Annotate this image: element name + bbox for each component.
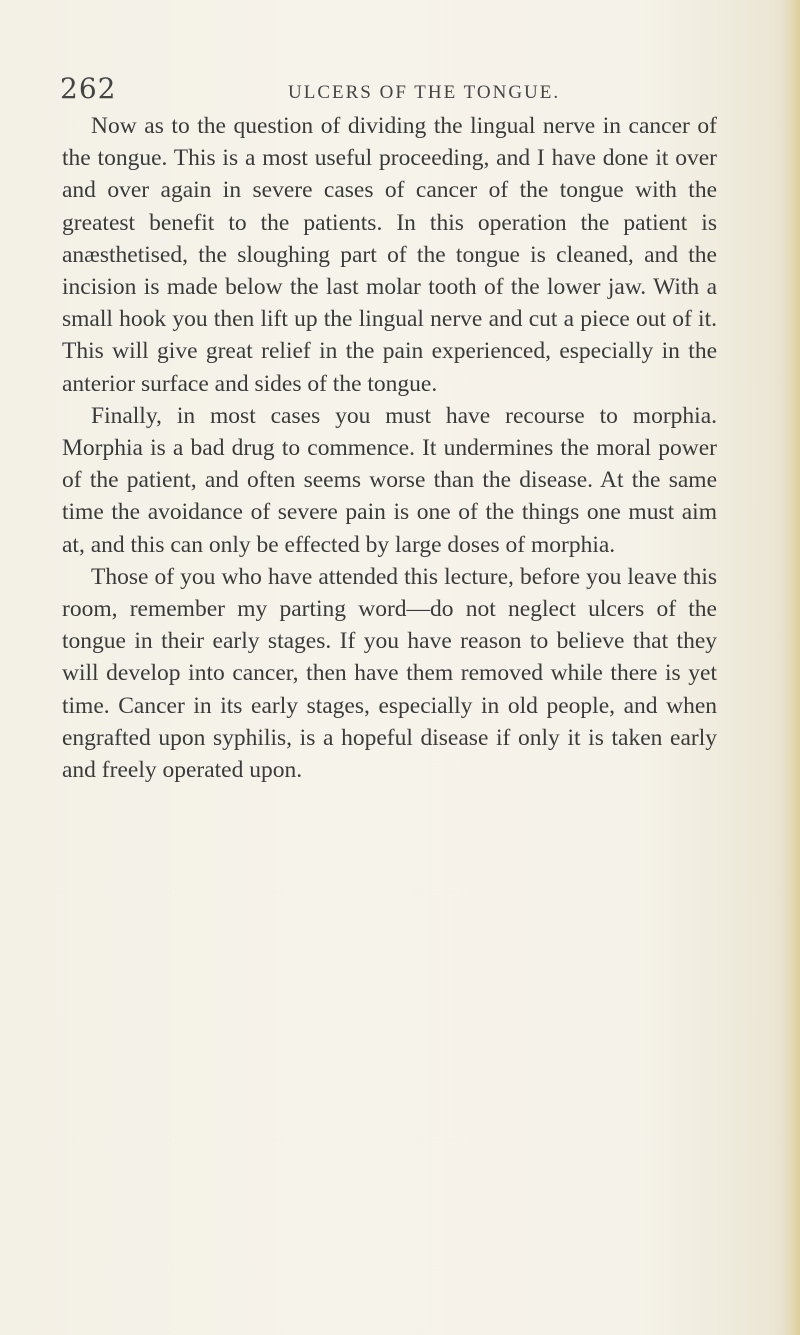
paragraph-morphia: Finally, in most cases you must have recourse to morphia. Morphia is a bad drug to commence. It undermines the moral power of the patient, and often seems worse than the disease. At the same time the avoidance of severe pain is one of the things one must aim at, and this can only be effected by large doses of morphia. (62, 402, 717, 558)
paragraph-lingual-nerve: Now as to the question of dividing the lingual nerve in cancer of the tongue. This is a most useful proceeding, and I have done it over and over again in severe cases of cancer of the tongue with the greatest benefit to the patients. In this operation the patient is anæsthetised, the sloughing part of the tongue is cleaned, and the incision is made below the last molar tooth of the lower jaw. With a small hook you then lift up the lingual nerve and cut a piece out of it. This will give great relief in the pain experienced, especially in the anterior surface and sides of the tongue. (62, 113, 717, 397)
page-header (60, 72, 740, 112)
page-edge (782, 0, 800, 1335)
body-text (62, 110, 717, 786)
paragraph-parting-word: Those of you who have attended this lecture, before you leave this room, remember my parting word—do not neglect ulcers of the tongue in their early stages. If you have reason to believe that they will develop into cancer, then have them removed while there is yet time. Cancer in its early stages, especially in old people, and when engrafted upon syphilis, is a hopeful disease if only it is taken early and freely operated upon. (62, 563, 717, 784)
page-number: 262 (60, 72, 117, 105)
running-head: ULCERS OF THE TONGUE. (288, 82, 561, 103)
